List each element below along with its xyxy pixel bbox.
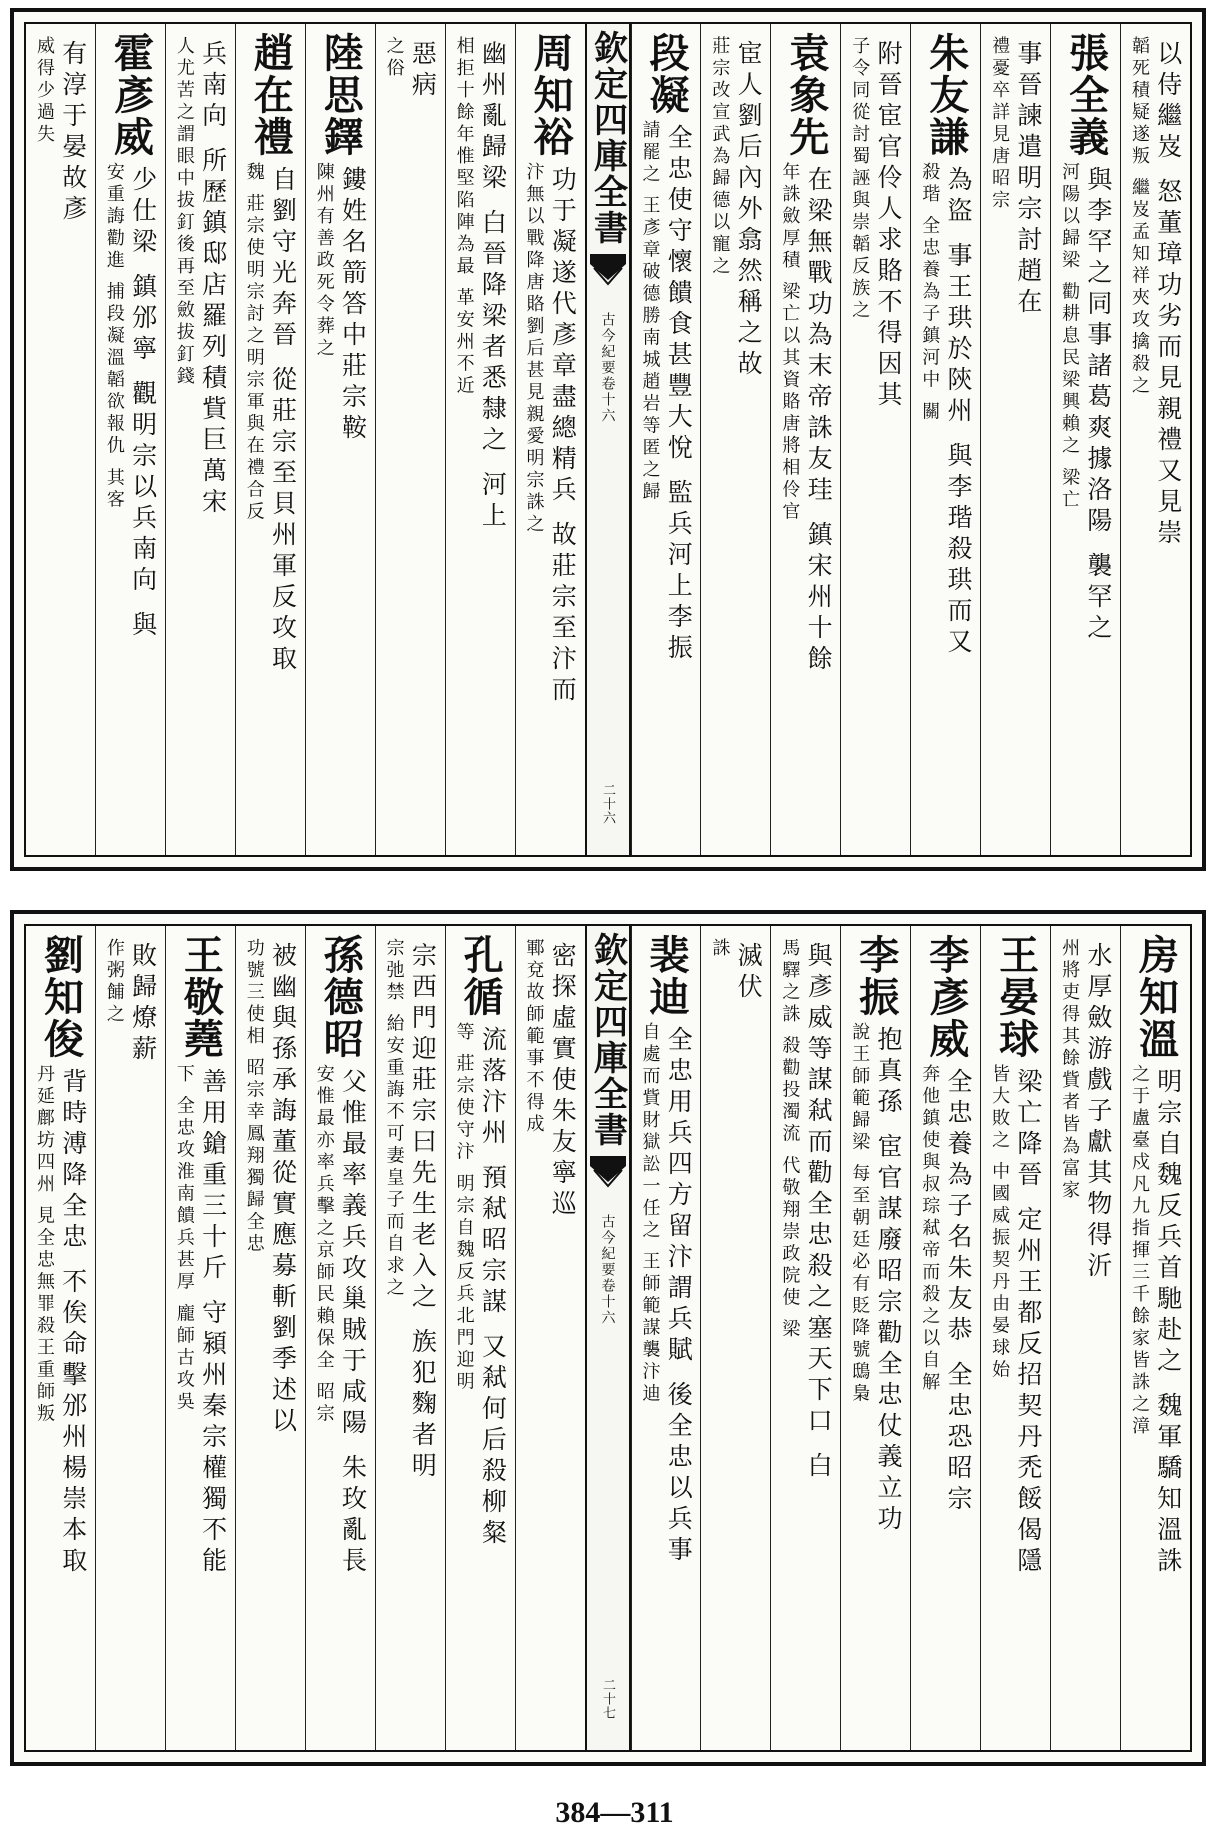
column-text-pair [919,162,972,659]
column-main-text: 全忠用兵四方留汴謂兵賦 後全忠以兵事 [664,1026,694,1567]
column-text-pair [384,36,437,102]
column-note-text: 請罷之 王彥章破德勝南城趙岩等匿之歸 [639,120,661,504]
text-column [26,24,95,855]
column-note-text: 州將吏得其餘貲者皆為富家 [1059,938,1081,1202]
column-main-text: 惡病 [408,40,438,102]
leaf-page-number: 二十七 [600,1678,615,1720]
text-column [445,926,515,1750]
column-main-text: 善用鎗重三十斤 守潁州秦宗權獨不能 [198,1068,228,1578]
text-column [305,926,375,1750]
biography-name-heading: 周知裕 [527,32,575,158]
column-note-text: 魏 莊宗使明宗討之明宗軍與在禮合反 [243,162,265,524]
column-text-pair [989,1064,1042,1578]
bottom-page [10,910,1206,1766]
fish-tail-ornament-icon [590,1156,626,1206]
page-footer-number: 384—311 [555,1796,674,1829]
leaf-page-number: 二十六 [600,783,615,825]
text-column [1050,24,1120,855]
volume-label: 卷十六 [599,1278,616,1326]
column-text-pair [640,120,693,665]
column-main-text: 兵南向 所歷鎮邸店羅列積貲巨萬宋 [198,40,228,519]
text-column [235,926,305,1750]
column-main-text: 以侍繼岌 怒董璋功劣而見親禮又見崇 [1153,40,1183,550]
column-main-text: 全忠養為子名朱友恭 全忠恐昭宗 [943,1068,973,1516]
text-column [700,24,770,855]
column-main-text: 密探虛實使朱友寧巡 [548,942,578,1221]
text-column [980,926,1050,1750]
column-text-pair [244,162,297,676]
column-main-text: 事晉諫遣明宗討趙在 [1013,40,1043,319]
text-column [95,926,165,1750]
biography-name-heading: 霍彥威 [107,32,155,158]
column-text-pair [640,1022,693,1567]
column-note-text: 安重誨勸進 捕段凝溫韜欲報仇 其客 [103,162,125,512]
column-main-text: 宦人劉后內外翕然稱之故 [734,40,764,381]
column-main-text: 水厚斂游戲子獻其物得沂 [1083,942,1113,1283]
column-text-pair [104,938,157,1066]
bottom-columns [26,926,1190,1750]
text-column [840,926,910,1750]
center-subtitle: 古今紀要 [599,1214,616,1278]
column-main-text: 幽州亂歸梁 白晉降梁者悉隸之 河上 [478,40,508,533]
column-main-text: 梁亡降晉 定州王都反招契丹禿餒偈隱 [1013,1068,1043,1578]
column-text-pair [314,162,367,445]
column-text-pair [384,938,437,1483]
fish-tail-ornament-icon [590,254,626,304]
column-note-text: 子令同從討蜀誣與崇韜反族之 [849,36,871,322]
text-column [515,926,585,1750]
column-note-text: 相拒十餘年惟堅陷陣為最 革安州不近 [453,36,475,398]
text-column [910,926,980,1750]
text-column [95,24,165,855]
column-text-pair [850,36,903,412]
text-column [770,24,840,855]
bottom-center-title-column [585,926,631,1750]
column-note-text: 宗弛禁 紿安重誨不可妻皇子而自求之 [383,938,405,1300]
center-subtitle: 古今紀要 [599,312,616,376]
column-text-pair [104,162,157,642]
column-text-pair [34,1064,87,1578]
text-column [1050,926,1120,1750]
column-text-pair [174,36,227,519]
column-main-text: 流落汴州 預弒昭宗謀 又弒何后殺柳粲 [478,1026,508,1550]
top-center-title-column [585,24,631,855]
column-main-text: 全忠使守懷饋食甚豐大悅 監兵河上李振 [664,124,694,665]
top-columns [26,24,1190,855]
column-note-text: 等 莊宗使守汴 明宗自魏反兵北門迎明 [453,1022,475,1394]
column-note-text: 皆大敗之 中國威振契丹由晏球始 [989,1064,1011,1382]
column-note-text: 誅 [709,938,731,960]
text-column [700,926,770,1750]
biography-name-heading: 趙在禮 [247,32,295,158]
text-column [910,24,980,855]
column-main-text: 被幽與孫承誨董從實應募斬劉季述以 [268,942,298,1438]
text-column [305,24,375,855]
text-column [375,24,445,855]
column-note-text: 馬驛之誅 殺勸投濁流 代敬翔崇政院使 梁 [779,938,801,1342]
text-column [631,926,701,1750]
column-note-text: 奔他鎮使與叔琮弒帝而殺之以自解 [919,1064,941,1394]
biography-name-heading: 陸思鐸 [317,32,365,158]
text-column [165,24,235,855]
center-book-title: 欽定四庫全書 [587,932,628,1148]
text-column [165,926,235,1750]
biography-name-heading: 段凝 [642,32,690,116]
column-main-text: 父惟最率義兵攻巢賊于咸陽 朱玫亂長 [338,1068,368,1578]
column-note-text: 河陽以歸梁 勸耕息民梁興賴之 梁亡 [1059,162,1081,512]
column-text-pair [174,1064,227,1578]
column-note-text: 陳州有善政死令葬之 [313,162,335,360]
column-text-pair [454,36,507,533]
biography-name-heading: 王晏球 [992,934,1040,1060]
biography-name-heading: 劉知俊 [37,934,85,1060]
column-text-pair [34,36,87,226]
column-text-pair [919,1064,972,1516]
biography-name-heading: 袁象先 [782,32,830,158]
column-note-text: 韜死積疑遂叛 繼岌孟知祥夾攻擒殺之 [1129,36,1151,398]
text-column [980,24,1050,855]
column-note-text: 殺瑎 全忠養為子鎮河中 關 [919,162,941,424]
text-column [770,926,840,1750]
text-column [235,24,305,855]
bottom-page-frame [24,924,1192,1752]
column-text-pair [454,1022,507,1550]
center-book-title: 欽定四庫全書 [587,30,628,246]
column-main-text: 少仕梁 鎮邠寧 觀明宗以兵南向 與 [128,166,158,642]
text-column [26,926,95,1750]
column-text-pair [780,162,833,676]
column-main-text: 明宗自魏反兵首馳赴之 魏軍驕知溫誅 [1153,1068,1183,1578]
top-page-frame [24,22,1192,857]
text-column [445,24,515,855]
column-note-text: 禮憂卒詳見唐昭宗 [989,36,1011,212]
column-main-text: 自劉守光奔晉 從莊宗至貝州軍反攻取 [268,166,298,676]
column-note-text: 作粥餔之 [103,938,125,1026]
text-column [1120,926,1190,1750]
text-column [515,24,585,855]
text-column [840,24,910,855]
column-main-text: 功于凝遂代彥章盡總精兵 故莊宗至汴而 [548,166,578,707]
biography-name-heading: 孫德昭 [317,934,365,1060]
column-text-pair [1059,938,1112,1283]
column-note-text: 威得少過失 [33,36,55,146]
biography-name-heading: 王敬蕘 [177,934,225,1060]
column-main-text: 宗西門迎莊宗曰先生老入之 族犯麴者明 [408,942,438,1483]
column-note-text: 說王師範歸梁 每至朝廷必有貶降號鴟梟 [849,1022,871,1406]
column-main-text: 在梁無戰功為末帝誅友珪 鎮宋州十餘 [804,166,834,676]
column-note-text: 人尤苦之謂眼中拔釘後再至斂拔釘錢 [173,36,195,388]
column-note-text: 下 全忠攻淮南饋兵甚厚 龐師古攻吳 [173,1064,195,1414]
column-text-pair [524,162,577,707]
column-text-pair [314,1064,367,1578]
column-note-text: 安惟最亦率兵擊之京師民賴保全 昭宗 [313,1064,335,1426]
biography-name-heading: 房知溫 [1132,934,1180,1060]
column-main-text: 有淳于晏故彥 [58,40,88,226]
text-column [375,926,445,1750]
column-note-text: 自處而貲財獄訟一任之 王師範謀襲汴迪 [639,1022,661,1406]
column-note-text: 汴無以戰降唐賂劉后甚見親愛明宗誅之 [523,162,545,536]
column-main-text: 與李罕之同事諸葛爽據洛陽 襲罕之 [1083,166,1113,645]
column-main-text: 鏤姓名箭答中莊宗鞍 [338,166,368,445]
column-main-text: 為盜 事王珙於陝州 與李瑎殺珙而又 [943,166,973,659]
column-note-text: 功號三使相 昭宗幸鳳翔獨歸全忠 [243,938,265,1256]
text-column [1120,24,1190,855]
biography-name-heading: 李彥威 [922,934,970,1060]
column-note-text: 之俗 [383,36,405,80]
column-note-text: 丹延鄜坊四州 見全忠無罪殺王重師叛 [33,1064,55,1426]
biography-name-heading: 朱友謙 [922,32,970,158]
column-note-text: 年誅斂厚積 梁亡以其資賂唐將相伶官 [779,162,801,524]
column-text-pair [244,938,297,1438]
top-page [10,8,1206,871]
biography-name-heading: 張全義 [1062,32,1110,158]
column-main-text: 敗歸燎薪 [128,942,158,1066]
column-main-text: 附晉宦官伶人求賂不得因其 [874,40,904,412]
biography-name-heading: 孔循 [457,934,505,1018]
volume-label: 卷十六 [599,376,616,424]
column-text-pair [710,938,763,1004]
column-main-text: 抱真孫 宦官謀廢昭宗勸全忠仗義立功 [874,1026,904,1536]
column-note-text: 鄆兗故師範事不得成 [523,938,545,1136]
column-text-pair [1129,1064,1182,1578]
column-text-pair [850,1022,903,1536]
column-text-pair [524,938,577,1221]
biography-name-heading: 裴迪 [642,934,690,1018]
column-main-text: 滅伏 [734,942,764,1004]
column-text-pair [1059,162,1112,645]
text-column [631,24,701,855]
column-main-text: 與彥威等謀弒而勸全忠殺之塞天下口 白 [804,942,834,1483]
column-note-text: 莊宗改宣武為歸德以寵之 [709,36,731,278]
column-note-text: 之于盧臺戍凡九指揮三千餘家皆誅之漳 [1129,1064,1151,1438]
column-text-pair [1129,36,1182,550]
biography-name-heading: 李振 [852,934,900,1018]
column-text-pair [710,36,763,381]
column-main-text: 背時溥降全忠 不俟命擊邠州楊崇本取 [58,1068,88,1578]
column-text-pair [780,938,833,1483]
column-text-pair [989,36,1042,319]
